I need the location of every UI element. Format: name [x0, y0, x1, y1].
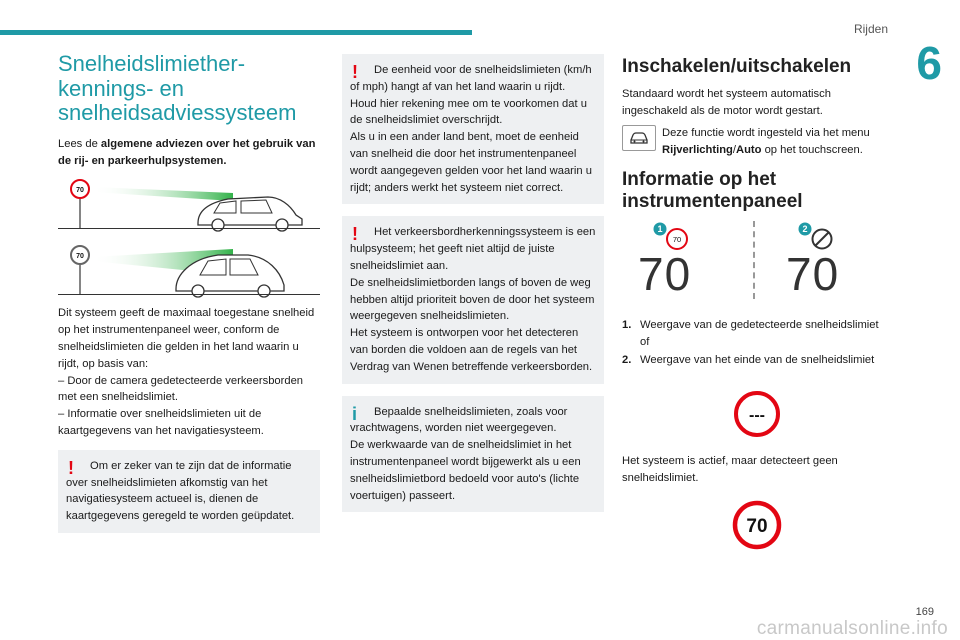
menu-instruction [622, 125, 892, 159]
section-title: Rijden [853, 22, 888, 36]
menu-auto: Auto [735, 144, 762, 157]
intro-paragraph [58, 136, 320, 170]
warning-note-navigation [58, 450, 320, 533]
warning-note-assist-text: De snelheidslimietborden langs of boven de weg hebben altijd prioriteit boven de door het systeem weergegeven snelheidslimieten. Het systeem is ontworpen voor het detecteren van borden die voldoen aan de regels van het Verdrag van Wenen betreffende verkeersborden. [350, 276, 595, 373]
warning-icon: ! [352, 62, 358, 82]
info-icon: i [352, 403, 358, 424]
info-note-text: De werkwaarde van de snelheidslimiet in het instrumentenpaneel wordt bijgewerkt als u een snelheidslimietbord bedoeld voor auto's (lichte voertuigen) passeert. [350, 439, 581, 502]
page-number: 169 [915, 606, 934, 618]
cluster-divider [753, 221, 755, 299]
road-line-2 [58, 294, 320, 295]
page-title-line-3: snelheidsadviessysteem [58, 100, 297, 126]
page-title-line-1: Snelheidslimiether- [58, 51, 246, 76]
road-line [58, 228, 320, 229]
list-number: 2. [622, 354, 632, 367]
car-camera-illustration-1 [58, 175, 320, 233]
warning-icon: ! [352, 224, 358, 245]
heading-info-line-2: instrumentenpaneel [622, 190, 803, 212]
cluster-speed-value-1: 70 [638, 247, 692, 300]
info-note-trucks [342, 396, 604, 513]
list-text: Weergave van de gedetecteerde snelheidslimiet of [640, 318, 879, 348]
active-paragraph: Het systeem is actief, maar detecteert geen snelheidslimiet. [622, 455, 838, 484]
page-title-line-2: kennings- en [58, 75, 184, 101]
warning-note-assist [342, 216, 604, 383]
menu-pre: Deze functie wordt ingesteld via het menu [662, 127, 870, 140]
callout-2: 2 [802, 223, 808, 234]
list-item [622, 317, 892, 351]
watermark: carmanualsonline.info [756, 618, 948, 639]
warning-note-assist-lead: Het verkeersbordherkenningssysteem is een hulpsysteem; het geeft niet altijd de juiste snelheidslimiet aan. [350, 226, 596, 272]
header-bar [0, 30, 472, 35]
chapter-number: 6 [916, 37, 942, 89]
dash-sign-icon [732, 389, 782, 439]
sign-70-text-2: 70 [76, 253, 84, 261]
menu-post: op het touchscreen. [761, 144, 863, 157]
list-item [622, 352, 892, 369]
page-title [58, 52, 320, 126]
car-camera-illustration-2 [58, 241, 320, 299]
cluster-small-sign-text: 70 [672, 234, 682, 244]
info-note-lead: Bepaalde snelheidslimieten, zoals voor vrachtwagens, worden niet weergegeven. [350, 405, 568, 435]
no-limit-sign [622, 389, 892, 439]
heading-enable: Inschakelen/uitschakelen [622, 56, 852, 77]
column-3 [622, 52, 892, 565]
speed-sign [622, 499, 892, 551]
instrument-cluster-display [622, 221, 892, 307]
intro-bold-text: algemene adviezen over het gebruik van de rij- en parkeerhulpsystemen. [58, 137, 316, 167]
dash-sign-text: --- [749, 407, 765, 425]
speed-sign-70-icon [731, 499, 783, 551]
menu-separator: / [732, 144, 736, 157]
menu-instruction-text [662, 125, 892, 159]
enable-paragraph: Standaard wordt het systeem automatisch ingeschakeld als de motor wordt gestart. [622, 87, 831, 117]
sign-70-text: 70 [76, 187, 84, 195]
legend-list [622, 317, 892, 369]
warning-note-units [342, 54, 604, 204]
list-number: 1. [622, 318, 632, 331]
warning-note-units-text: Houd hier rekening mee om te voorkomen dat u de snelheidslimiet overschrijdt. Als u in een ander land bent, moet de eenheid van snelheid die door het instrumentenpaneel wordt aangegeven gelden voor het land waarin u rijdt; anders werkt het systeem niet correct. [350, 97, 592, 194]
car-menu-icon [622, 125, 656, 151]
column-2 [342, 52, 604, 524]
intro-text: Lees de [58, 137, 101, 150]
warning-note-text: Om er zeker van te zijn dat de informatie over snelheidslimieten afkomstig van het navigatiesysteem actueel is, dienen de kaartgegevens geregeld te worden geüpdatet. [66, 459, 295, 523]
warning-note-units-lead: De eenheid voor de snelheidslimieten (km/h of mph) hangt af van het land waarin u rijdt. [350, 64, 592, 93]
column-1 [58, 52, 320, 545]
menu-lighting: Rijverlichting [662, 144, 733, 157]
heading-info-line-1: Informatie op het [622, 169, 777, 191]
illustration-sign-beam [58, 175, 320, 233]
list-text: Weergave van het einde van de snelheidslimiet [640, 354, 875, 367]
warning-icon: ! [68, 457, 74, 478]
speed-sign-text: 70 [746, 515, 768, 537]
callout-1: 1 [657, 223, 663, 234]
heading-info [622, 169, 892, 213]
cluster-speed-value-2: 70 [786, 247, 840, 300]
illustration-sign-beam-2 [58, 241, 320, 299]
body-paragraph: Dit systeem geeft de maximaal toegestane snelheid op het instrumentenpaneel weer, conform de snelheidslimieten die gelden in het land waarin u rijdt, op basis van: – Door de camera gedetecteerde verkeersborden met een snelheidslimiet. – Informatie over snelheidslimieten uit de kaartgegevens van het navigatiesysteem. [58, 307, 315, 438]
